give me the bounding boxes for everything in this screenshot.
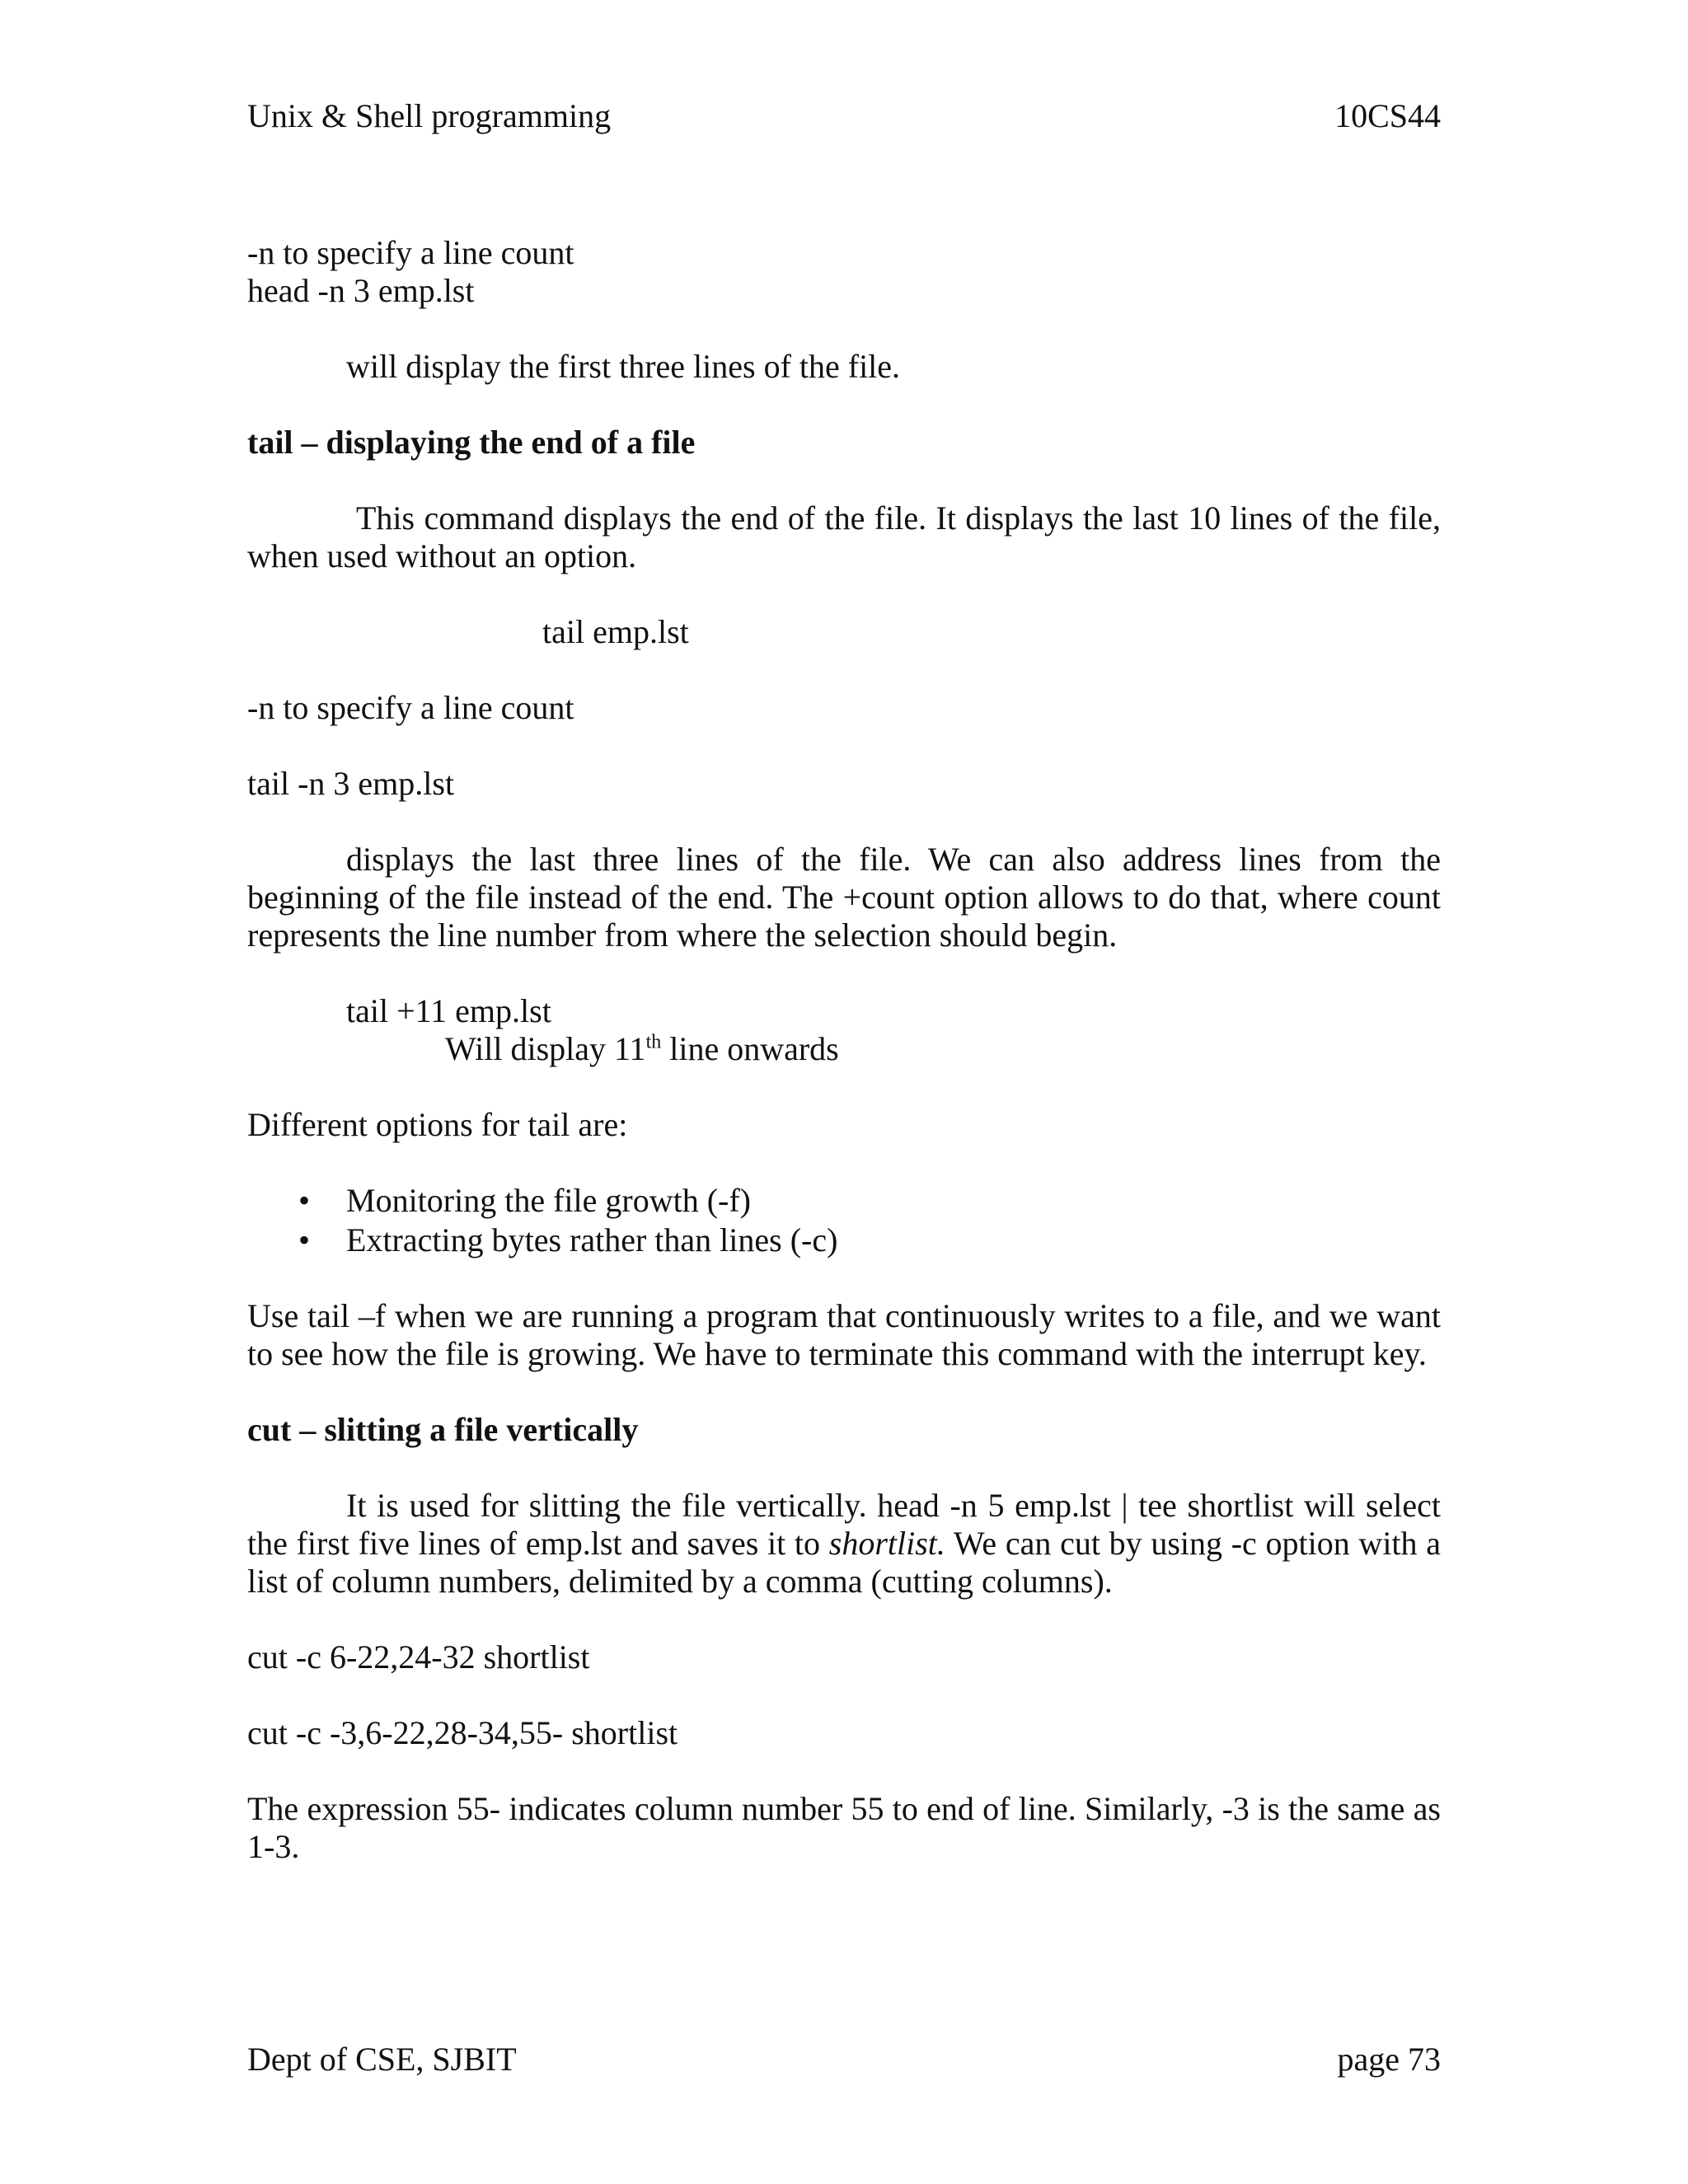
- tail-options-intro: Different options for tail are:: [247, 1106, 628, 1143]
- bullet-item: Monitoring the file growth (-f): [346, 1182, 751, 1219]
- head-n-option-line: -n to specify a line count: [247, 234, 574, 271]
- footer-department: Dept of CSE, SJBIT: [247, 2041, 517, 2078]
- bullet-icon: •: [298, 1182, 311, 1219]
- display-suffix: line onwards: [661, 1030, 839, 1067]
- footer-page-number: page 73: [1337, 2041, 1441, 2078]
- cut-para-text-b: We can cut by using -c option with a list of column numbers, delimited by a comma (cutting columns).: [247, 1525, 1442, 1600]
- header-course-code: 10CS44: [1334, 97, 1441, 134]
- bullet-icon: •: [298, 1221, 311, 1258]
- cut-command-1: cut -c 6-22,24-32 shortlist: [247, 1638, 590, 1675]
- cut-heading: cut – slitting a file vertically: [247, 1411, 639, 1448]
- cut-para-text-a: It is used for slitting the file vertically. head -n 5 emp.lst | tee shortlist will select the first five lines of emp.lst and saves it to: [247, 1487, 1441, 1562]
- tail-heading: tail – displaying the end of a file: [247, 424, 696, 461]
- tail-plus-command: tail +11 emp.lst: [346, 992, 551, 1029]
- tail-command: tail emp.lst: [542, 613, 689, 650]
- head-n-command: head -n 3 emp.lst: [247, 272, 475, 309]
- ordinal-suffix: th: [645, 1031, 662, 1053]
- head-n-description: will display the first three lines of the file.: [346, 348, 901, 385]
- header-title: Unix & Shell programming: [247, 97, 612, 134]
- tail-n-option-line: -n to specify a line count: [247, 689, 574, 726]
- tail-plus-description: [445, 1030, 839, 1068]
- tail-n-command: tail -n 3 emp.lst: [247, 765, 455, 802]
- bullet-item: Extracting bytes rather than lines (-c): [346, 1221, 838, 1258]
- cut-explanation-paragraph: The expression 55- indicates column number 55 to end of line. Similarly, -3 is the same as 1-3.: [247, 1790, 1441, 1865]
- tail-f-paragraph: Use tail –f when we are running a program that continuously writes to a file, and we want to see how the file is growing. We have to terminate this command with the interrupt key.: [247, 1297, 1441, 1372]
- cut-description-paragraph: [247, 1487, 1441, 1601]
- cut-para-emphasis: shortlist.: [828, 1525, 945, 1562]
- display-prefix: Will display 11: [445, 1030, 646, 1067]
- tail-n-description-paragraph: displays the last three lines of the file. We can also address lines from the beginning of the file instead of the end. The +count option allows to do that, where count represents the line number from where the selection should begin.: [247, 841, 1441, 954]
- tail-description-paragraph: This command displays the end of the file. It displays the last 10 lines of the file, when used without an option.: [247, 499, 1441, 574]
- cut-command-2: cut -c -3,6-22,28-34,55- shortlist: [247, 1714, 678, 1751]
